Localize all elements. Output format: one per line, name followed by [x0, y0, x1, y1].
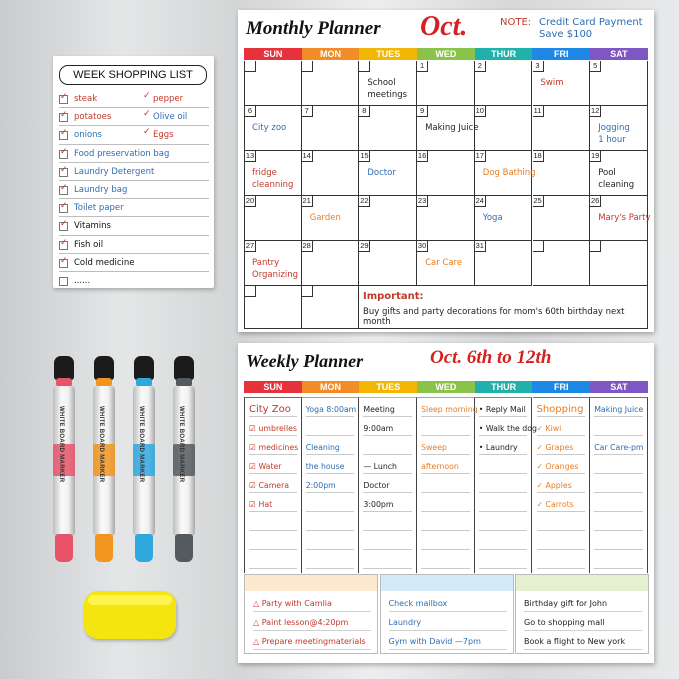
calendar-cell: [302, 61, 360, 106]
weekly-line: 3:00pm: [363, 493, 412, 512]
calendar-event: [425, 257, 462, 269]
important-cell: [359, 286, 648, 329]
note-line: Save $100: [539, 29, 593, 40]
weekly-title: Weekly Planner: [246, 351, 364, 371]
weekly-line: [594, 474, 643, 493]
calendar-cell: [417, 196, 475, 241]
marker-end-cap: [175, 534, 193, 562]
weekly-line: ☑ Camera: [249, 474, 297, 493]
weekly-line: Meeting: [363, 398, 412, 417]
calendar-event: [598, 167, 654, 191]
weekly-line: Car Care-pm: [594, 436, 643, 455]
calendar-cell: [475, 106, 533, 151]
note-line: Credit Card Payment: [539, 17, 643, 28]
checkbox-icon: [59, 259, 68, 268]
day-header-wed: WED: [417, 381, 475, 393]
shopping-item-text: Fish oil: [74, 239, 104, 250]
checkbox-icon: [59, 186, 68, 195]
weekly-line: ☑ umbrelles: [249, 417, 297, 436]
calendar-event-line: Car Care: [425, 258, 463, 268]
day-header-tues: TUES: [359, 48, 417, 60]
marker-label: WHITE BOARD MARKER: [138, 406, 144, 483]
note-line: Go to shopping mall: [524, 612, 642, 631]
shopping-list-item: [59, 236, 209, 254]
calendar-cell: [417, 151, 475, 196]
shopping-item-text: Laundry bag: [74, 184, 128, 195]
weekly-line: ✓ Oranges: [537, 455, 586, 474]
calendar-event: [252, 122, 286, 134]
weekly-line: [594, 512, 643, 531]
weekly-day-column: [359, 397, 417, 573]
note-text: [539, 17, 643, 41]
day-number: 15: [360, 151, 369, 160]
shopping-item-text: pepper: [153, 94, 184, 104]
shopping-item-text: Food preservation bag: [74, 148, 170, 159]
calendar-event-line: Swim: [540, 78, 564, 88]
calendar-event: [483, 167, 536, 179]
calendar-cell: [302, 151, 360, 196]
calendar-event-line: Jogging: [598, 123, 630, 133]
day-header-wed: WED: [417, 48, 475, 60]
weekly-line: [421, 512, 470, 531]
day-number: 11: [533, 106, 544, 117]
checkbox-icon: [59, 222, 68, 231]
weekly-line: ✓ Kiwi: [537, 417, 586, 436]
shopping-list-item: [59, 126, 209, 144]
day-number: 16: [417, 151, 427, 160]
calendar-cell: [244, 196, 302, 241]
weekly-line: Making Juice: [594, 398, 643, 417]
day-number: 26: [591, 196, 600, 205]
weekly-line: Sleep morning: [421, 398, 470, 417]
shopping-list-items: [59, 90, 209, 290]
calendar-event: [483, 212, 503, 224]
checkbox-icon: [59, 113, 68, 122]
calendar-event: [425, 122, 478, 134]
whiteboard-marker: [93, 356, 115, 564]
whiteboard-marker: [133, 356, 155, 564]
calendar-event: [541, 77, 564, 89]
weekly-line: ☑ medicines: [249, 436, 297, 455]
shopping-item-text: onions: [74, 130, 102, 141]
weekly-planner-board: [238, 343, 654, 663]
day-number: 23: [417, 196, 427, 205]
shopping-item-text: Eggs: [153, 130, 174, 141]
day-number: 28: [302, 241, 311, 250]
weekly-line: [306, 512, 355, 531]
calendar-event-line: Pantry: [252, 258, 280, 268]
weekly-line: Cleaning: [306, 436, 355, 455]
calendar-cell: [590, 61, 648, 106]
day-number: 30: [417, 241, 427, 250]
weekly-line: [594, 531, 643, 550]
calendar-event-line: 1 hour: [598, 135, 626, 145]
weekly-line: [249, 550, 297, 569]
shopping-list-item: [59, 108, 209, 126]
weekly-line: — Lunch: [363, 455, 412, 474]
important-text: Buy gifts and party decorations for mom's 60th birthday next month: [363, 307, 625, 327]
checkbox-icon: [59, 131, 68, 140]
weekly-line: ☑ Water: [249, 455, 297, 474]
weekly-day-header: [244, 381, 648, 393]
shopping-list-item: [59, 181, 209, 199]
weekly-line: [537, 531, 586, 550]
weekly-line: [537, 512, 586, 531]
marker-color-band: [173, 444, 195, 476]
weekly-line: [306, 417, 355, 436]
weekly-line: [363, 531, 412, 550]
day-number: 13: [245, 151, 255, 160]
day-number: 5: [590, 61, 601, 72]
note-line: Book a flight to New york: [524, 631, 642, 650]
weekly-line: the house: [306, 455, 355, 474]
calendar-cell: [302, 241, 360, 286]
shopping-list-item: [59, 163, 209, 181]
marker-eraser-cap: [54, 356, 74, 380]
weekly-line: [363, 550, 412, 569]
calendar-event-line: Organizing: [252, 270, 298, 280]
marker-label: WHITE BOARD MARKER: [178, 406, 184, 483]
day-number: 3: [533, 61, 544, 72]
checkbox-icon: [59, 95, 68, 104]
weekly-line: ✓ Grapes: [537, 436, 586, 455]
weekly-line: Sweep: [421, 436, 470, 455]
weekly-line: • Laundry: [479, 436, 528, 455]
weekly-line: [594, 550, 643, 569]
weekly-day-column: [533, 397, 591, 573]
weekly-line: [249, 531, 297, 550]
day-header-sun: SUN: [244, 48, 302, 60]
calendar-cell: [533, 241, 591, 286]
calendar-event-line: Pool cleaning: [598, 168, 635, 190]
weekly-line: [594, 417, 643, 436]
day-number: [245, 61, 256, 72]
day-header-tues: TUES: [359, 381, 417, 393]
calendar-event-line: Doctor: [367, 168, 396, 178]
calendar-event: [367, 77, 407, 101]
day-header-thur: THUR: [475, 48, 533, 60]
weekly-line: [594, 455, 643, 474]
marker-color-band: [53, 444, 75, 476]
day-number: [359, 61, 370, 72]
day-number: 24: [475, 196, 484, 205]
shopping-item-text: Olive oil: [153, 112, 188, 123]
day-number: 1: [417, 61, 428, 72]
shopping-item-text: Cold medicine: [74, 257, 135, 268]
weekly-line: [363, 512, 412, 531]
day-header-sat: SAT: [590, 381, 648, 393]
weekly-line: [479, 531, 528, 550]
day-number: 22: [360, 196, 369, 205]
day-header-mon: MON: [302, 381, 360, 393]
calendar-event-line: Making Juice: [425, 123, 479, 133]
day-number: 29: [360, 241, 369, 250]
weekly-line: City Zoo: [249, 398, 297, 417]
shopping-list-title: WEEK SHOPPING LIST: [59, 65, 207, 85]
day-header-fri: FRI: [532, 48, 590, 60]
calendar-event: [252, 167, 293, 191]
calendar-event-line: Dog Bathing: [482, 168, 536, 178]
checkbox-icon: [59, 277, 68, 286]
checkmark-icon: [143, 113, 150, 120]
eraser-sponge: [84, 591, 176, 639]
calendar-event-line: City zoo: [252, 123, 287, 133]
shopping-item-text: steak: [74, 94, 98, 104]
day-number: 27: [245, 241, 255, 250]
calendar-cell: [475, 241, 533, 286]
checkbox-icon: [59, 241, 68, 250]
calendar-event: [598, 212, 650, 224]
weekly-day-column: [590, 397, 648, 573]
calendar-event-line: meetings: [367, 90, 408, 100]
shopping-item-text: potatoes: [74, 112, 112, 123]
monthly-planner-board: [238, 10, 654, 332]
note-color-band: [245, 575, 377, 591]
day-number: 17: [475, 151, 484, 160]
calendar-cell: [359, 106, 417, 151]
weekly-line: [249, 512, 297, 531]
weekly-line: Doctor: [363, 474, 412, 493]
weekly-day-column: [302, 397, 360, 573]
calendar-event-line: fridge: [252, 168, 277, 178]
day-number: [590, 241, 601, 252]
whiteboard-marker: [173, 356, 195, 564]
weekly-day-column: [475, 397, 537, 573]
day-number: [245, 286, 256, 297]
calendar-event: [598, 122, 630, 146]
weekly-line: afternoon: [421, 455, 470, 474]
note-line: △ Paint lesson@4:20pm: [253, 612, 371, 631]
shopping-item-text: Toilet paper: [74, 203, 124, 214]
shopping-list-item: [59, 145, 209, 163]
monthly-title: Monthly Planner: [246, 18, 381, 39]
day-number: 14: [302, 151, 311, 160]
weekly-line: [421, 550, 470, 569]
day-number: [533, 241, 544, 252]
weekly-line: [479, 455, 528, 474]
weekly-line: [421, 493, 470, 512]
weekly-line: • Walk the dog: [479, 417, 528, 436]
day-number: 20: [245, 196, 255, 205]
weekly-line: Yoga 8:00am: [306, 398, 355, 417]
day-number: 10: [475, 106, 484, 115]
day-header-mon: MON: [302, 48, 360, 60]
whiteboard-marker: [53, 356, 75, 564]
note-label: NOTE:: [500, 17, 532, 28]
day-number: 21: [302, 196, 311, 205]
day-header-sat: SAT: [590, 48, 648, 60]
day-number: 7: [302, 106, 313, 117]
weekly-day-column: [417, 397, 478, 573]
shopping-list-item: [59, 254, 209, 272]
calendar-event: [310, 212, 341, 224]
day-number: 31: [475, 241, 484, 250]
weekly-line: [306, 493, 355, 512]
day-header-thur: THUR: [475, 381, 533, 393]
calendar-cell: [359, 196, 417, 241]
calendar-event: [252, 257, 298, 281]
marker-label: WHITE BOARD MARKER: [58, 406, 64, 483]
marker-label: WHITE BOARD MARKER: [98, 406, 104, 483]
weekly-note-box: [515, 574, 649, 654]
weekly-line: [306, 531, 355, 550]
calendar-cell: [359, 241, 417, 286]
weekly-day-column: [244, 397, 302, 573]
weekly-line: ✓ Carrots: [537, 493, 586, 512]
calendar-event-line: School: [367, 78, 396, 88]
day-number: 8: [359, 106, 370, 117]
weekly-line: [421, 531, 470, 550]
day-number: 9: [417, 106, 428, 117]
marker-end-cap: [55, 534, 73, 562]
calendar-cell: [475, 61, 533, 106]
day-header-fri: FRI: [532, 381, 590, 393]
weekly-line: [363, 436, 412, 455]
weekly-line: Shopping: [537, 398, 586, 417]
note-line: Check mailbox: [389, 593, 507, 612]
day-number: 19: [591, 151, 600, 160]
weekly-line: [479, 512, 528, 531]
marker-color-band: [93, 444, 115, 476]
calendar-cell: [302, 106, 360, 151]
calendar-cell: [244, 286, 302, 329]
weekly-note-box: [244, 574, 378, 654]
shopping-item-text: Vitamins: [74, 221, 111, 232]
weekly-line: 9:00am: [363, 417, 412, 436]
weekly-line: • Reply Mail: [479, 398, 528, 417]
note-line: △ Party with Camlia: [253, 593, 371, 612]
monthly-day-header: [244, 48, 648, 60]
marker-end-cap: [95, 534, 113, 562]
note-line: △ Prepare meetingmaterials: [253, 631, 371, 650]
weekly-line: [479, 550, 528, 569]
calendar-cell: [417, 61, 475, 106]
day-header-sun: SUN: [244, 381, 302, 393]
calendar-event-line: cleanning: [252, 180, 294, 190]
shopping-list-item: [59, 217, 209, 235]
calendar-cell: [533, 106, 591, 151]
day-number: 2: [475, 61, 486, 72]
day-number: [302, 61, 313, 72]
weekly-line: 2:00pm: [306, 474, 355, 493]
weekly-note-box: [380, 574, 514, 654]
calendar-cell: [533, 196, 591, 241]
note-line: Gym with David —7pm: [389, 631, 507, 650]
checkbox-icon: [59, 204, 68, 213]
calendar-event-line: Mary's Party: [598, 213, 651, 223]
shopping-list-item: [59, 272, 209, 290]
shopping-item-text: Laundry Detergent: [74, 166, 155, 177]
marker-eraser-cap: [94, 356, 114, 380]
checkbox-icon: [59, 150, 68, 159]
note-line: Laundry: [389, 612, 507, 631]
weekly-line: [594, 493, 643, 512]
weekly-range: Oct. 6th to 12th: [430, 347, 552, 368]
note-color-band: [516, 575, 648, 591]
day-number: 18: [533, 151, 542, 160]
calendar-event: [367, 167, 395, 179]
checkmark-icon: [143, 131, 150, 138]
weekly-line: [537, 550, 586, 569]
weekly-line: ✓ Apples: [537, 474, 586, 493]
day-number: 12: [591, 106, 600, 115]
shopping-list-item: [59, 199, 209, 217]
checkmark-icon: [143, 95, 150, 102]
marker-end-cap: [135, 534, 153, 562]
marker-eraser-cap: [174, 356, 194, 380]
calendar-cell: [244, 61, 302, 106]
shopping-list-board: [53, 56, 214, 288]
weekly-line: [479, 474, 528, 493]
shopping-item-text: ......: [74, 275, 91, 286]
important-label: Important:: [363, 291, 424, 302]
weekly-line: ☑ Hat: [249, 493, 297, 512]
note-line: Birthday gift for John: [524, 593, 642, 612]
weekly-line: [306, 550, 355, 569]
shopping-list-item: [59, 90, 209, 108]
marker-color-band: [133, 444, 155, 476]
weekly-line: [421, 417, 470, 436]
day-number: [302, 286, 313, 297]
monthly-month: Oct.: [420, 11, 468, 42]
day-number: 6: [245, 106, 256, 117]
calendar-event-line: Yoga: [482, 213, 503, 223]
calendar-cell: [302, 286, 360, 329]
day-number: 25: [533, 196, 542, 205]
calendar-event-line: Garden: [309, 213, 341, 223]
weekly-line: [479, 493, 528, 512]
note-color-band: [381, 575, 513, 591]
calendar-cell: [590, 241, 648, 286]
weekly-line: [421, 474, 470, 493]
checkbox-icon: [59, 168, 68, 177]
calendar-cell: [533, 151, 591, 196]
marker-eraser-cap: [134, 356, 154, 380]
